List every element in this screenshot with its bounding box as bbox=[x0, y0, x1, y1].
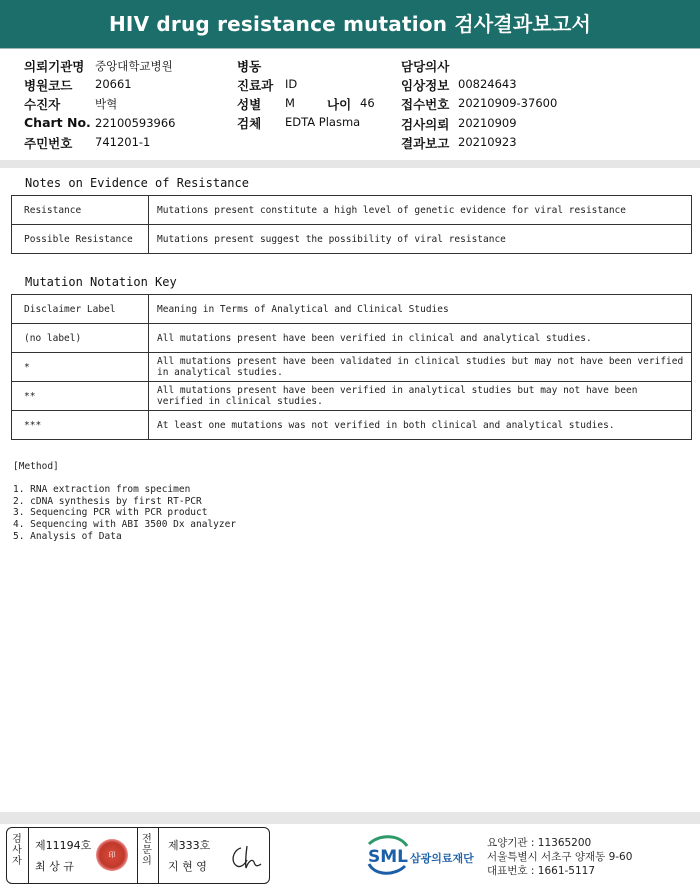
evidence-meaning: Mutations present constitute a high level of genetic evidence for viral resistance bbox=[149, 196, 692, 225]
signature-box bbox=[6, 827, 270, 884]
org-address: 서울특별시 서초구 양재동 9-60 bbox=[487, 851, 633, 863]
reviewer-name: 지 현 영 bbox=[168, 860, 207, 873]
notation-meaning: All mutations present have been verified in analytical studies but may not have been verified in clinical studies. bbox=[149, 382, 692, 411]
table-row bbox=[12, 295, 692, 324]
org-code: 요양기관 : 11365200 bbox=[487, 837, 592, 849]
label-receipt-number: 접수번호 bbox=[401, 97, 450, 112]
reviewer-label: 전 문 의 bbox=[142, 834, 152, 867]
evidence-term: Resistance bbox=[12, 196, 149, 225]
method-step: 5. Analysis of Data bbox=[13, 530, 122, 542]
value-specimen: EDTA Plasma bbox=[285, 115, 361, 129]
tester-label: 검 사 자 bbox=[12, 834, 22, 867]
notation-label: *** bbox=[12, 411, 149, 440]
label-requesting-institution: 의뢰기관명 bbox=[24, 59, 85, 74]
divider bbox=[28, 828, 29, 883]
reviewer-license: 제333호 bbox=[168, 839, 211, 852]
label-specimen: 검체 bbox=[237, 116, 262, 131]
notation-meaning: Meaning in Terms of Analytical and Clinical Studies bbox=[149, 295, 692, 324]
table-row bbox=[12, 353, 692, 382]
notation-meaning: All mutations present have been verified in clinical and analytical studies. bbox=[149, 324, 692, 353]
value-receipt-number: 20210909-37600 bbox=[458, 96, 558, 110]
official-seal-icon: 印 bbox=[96, 839, 128, 871]
value-requesting-institution: 중앙대학교병원 bbox=[95, 59, 173, 73]
value-chart-no: 22100593966 bbox=[95, 116, 176, 130]
label-clinical-info: 임상정보 bbox=[401, 78, 450, 93]
section-divider-band bbox=[0, 160, 700, 168]
table-row bbox=[12, 382, 692, 411]
evidence-meaning: Mutations present suggest the possibility of viral resistance bbox=[149, 225, 692, 254]
evidence-term: Possible Resistance bbox=[12, 225, 149, 254]
evidence-table bbox=[11, 195, 692, 254]
label-age: 나이 bbox=[327, 97, 352, 112]
method-step: 2. cDNA synthesis by first RT-PCR bbox=[13, 495, 202, 507]
org-info bbox=[487, 836, 632, 878]
table-row bbox=[12, 324, 692, 353]
method-step: 3. Sequencing PCR with PCR product bbox=[13, 507, 208, 519]
notation-label: (no label) bbox=[12, 324, 149, 353]
label-resident-number: 주민번호 bbox=[24, 136, 73, 151]
notation-label: * bbox=[12, 353, 149, 382]
report-title: HIV drug resistance mutation 검사결과보고서 bbox=[0, 0, 700, 48]
label-report-date: 결과보고 bbox=[401, 136, 450, 151]
divider bbox=[137, 828, 138, 883]
tester-name: 최 상 규 bbox=[35, 860, 74, 873]
sml-logo-icon bbox=[365, 834, 485, 878]
label-patient: 수진자 bbox=[24, 97, 61, 112]
value-sex: M bbox=[285, 96, 295, 110]
table-row bbox=[12, 196, 692, 225]
notation-label: Disclaimer Label bbox=[12, 295, 149, 324]
label-ward: 병동 bbox=[237, 59, 262, 74]
notation-meaning: At least one mutations was not verified in both clinical and analytical studies. bbox=[149, 411, 692, 440]
value-hospital-code: 20661 bbox=[95, 77, 132, 91]
notation-section-title: Mutation Notation Key bbox=[25, 275, 177, 289]
handwritten-signature-icon bbox=[227, 842, 265, 872]
org-name: 삼광의료재단 bbox=[410, 852, 474, 865]
method-title: [Method] bbox=[13, 461, 59, 472]
label-chart-no: Chart No. bbox=[24, 115, 91, 130]
footer-divider-band bbox=[0, 812, 700, 824]
logo-text: SML bbox=[368, 847, 408, 867]
method-step: 1. RNA extraction from specimen bbox=[13, 484, 191, 496]
notation-table bbox=[11, 294, 692, 440]
tester-license: 제11194호 bbox=[35, 839, 92, 852]
method-section bbox=[13, 461, 236, 542]
patient-info-section bbox=[0, 55, 700, 155]
label-attending-physician: 담당의사 bbox=[401, 59, 450, 74]
label-sex: 성별 bbox=[237, 97, 262, 112]
label-department: 진료과 bbox=[237, 78, 274, 93]
label-request-date: 검사의뢰 bbox=[401, 117, 450, 132]
method-step: 4. Sequencing with ABI 3500 Dx analyzer bbox=[13, 518, 237, 530]
value-clinical-info: 00824643 bbox=[458, 77, 517, 91]
table-row bbox=[12, 225, 692, 254]
header-divider bbox=[0, 48, 700, 49]
value-resident-number: 741201-1 bbox=[95, 135, 151, 149]
evidence-section-title: Notes on Evidence of Resistance bbox=[25, 176, 249, 190]
divider bbox=[158, 828, 159, 883]
value-report-date: 20210923 bbox=[458, 135, 517, 149]
table-row bbox=[12, 411, 692, 440]
notation-meaning: All mutations present have been validated in clinical studies but may not have been verified in analytical studies. bbox=[149, 353, 692, 382]
value-department: ID bbox=[285, 77, 298, 91]
value-request-date: 20210909 bbox=[458, 116, 517, 130]
value-age: 46 bbox=[360, 96, 375, 110]
notation-label: ** bbox=[12, 382, 149, 411]
value-patient: 박혁 bbox=[95, 97, 118, 111]
org-phone: 대표번호 : 1661-5117 bbox=[487, 865, 596, 877]
label-hospital-code: 병원코드 bbox=[24, 78, 73, 93]
